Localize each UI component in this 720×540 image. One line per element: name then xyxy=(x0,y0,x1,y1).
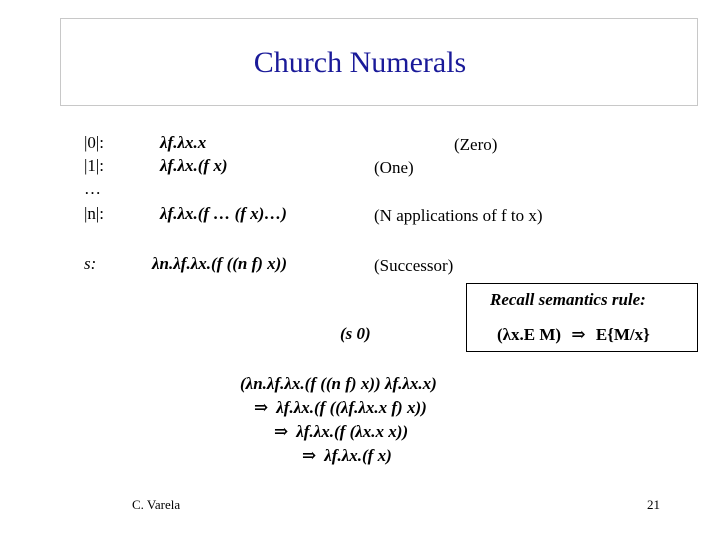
implies-icon: ⇒ xyxy=(571,325,586,344)
s-term: λn.λf.λx.(f ((n f) x)) xyxy=(152,254,287,273)
n-term: λf.λx.(f … (f x)…) xyxy=(160,204,287,223)
reduction-line-3 xyxy=(274,422,408,442)
slide-title: Church Numerals xyxy=(253,46,467,79)
recall-rule-lhs: (λx.E M) xyxy=(497,325,562,344)
s-note: (Successor) xyxy=(374,256,454,275)
reduction-line-4 xyxy=(302,446,392,466)
recall-rule-rhs: E{M/x} xyxy=(595,325,650,344)
page-number: 21 xyxy=(647,497,660,512)
reduction-line-2-text: λf.λx.(f ((λf.λx.x f) x)) xyxy=(276,398,427,417)
implies-icon: ⇒ xyxy=(254,398,269,417)
zero-note: (Zero) xyxy=(454,135,498,154)
n-note: (N applications of f to x) xyxy=(374,206,543,225)
recall-rule xyxy=(497,325,650,345)
zero-label: |0|: xyxy=(84,133,105,152)
n-label: |n|: xyxy=(84,204,105,223)
implies-icon: ⇒ xyxy=(302,446,317,465)
footer-author: C. Varela xyxy=(132,497,181,512)
one-term: λf.λx.(f x) xyxy=(160,156,228,175)
one-note: (One) xyxy=(374,158,414,177)
reduction-line-3-text: λf.λx.(f (λx.x x)) xyxy=(296,422,409,441)
example-expr: (s 0) xyxy=(340,324,371,343)
ellipsis: … xyxy=(84,179,101,198)
implies-icon: ⇒ xyxy=(274,422,289,441)
reduction-line-2 xyxy=(254,398,427,418)
zero-term: λf.λx.x xyxy=(160,133,207,152)
recall-heading: Recall semantics rule: xyxy=(490,290,646,309)
reduction-line-4-text: λf.λx.(f x) xyxy=(324,446,392,465)
reduction-line-1: (λn.λf.λx.(f ((n f) x)) λf.λx.x) xyxy=(240,374,437,393)
s-label: s: xyxy=(84,254,97,273)
one-label: |1|: xyxy=(84,156,105,175)
